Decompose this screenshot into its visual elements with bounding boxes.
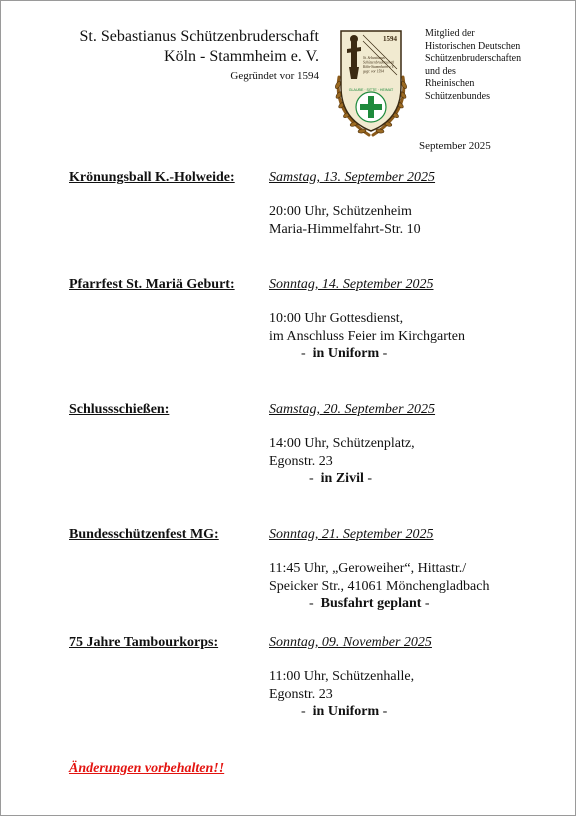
changes-reserved-note: Änderungen vorbehalten!! [69, 761, 225, 776]
event-details [269, 310, 465, 363]
membership-line: Historischen Deutschen [425, 40, 521, 52]
membership-line: Schützenbruderschaften [425, 53, 522, 64]
event-title: 75 Jahre Tambourkorps: [69, 635, 219, 650]
logo-inscription-line4: gegr. vor 1594 [363, 69, 384, 74]
event-date: Sonntag, 09. November 2025 [269, 635, 432, 650]
event-detail-line: 14:00 Uhr, Schützenplatz, [269, 436, 415, 451]
event-dress-note: - in Uniform - [301, 704, 388, 719]
event-details [269, 560, 489, 613]
event-dress-code: in Zivil [320, 471, 364, 486]
club-logo [333, 27, 409, 139]
event-dress-code: in Uniform [312, 346, 380, 361]
event-date: Samstag, 20. September 2025 [269, 402, 436, 417]
membership-line: Mitglied der [425, 28, 475, 39]
event-title: Krönungsball K.-Holweide: [69, 170, 235, 185]
event-title: Pfarrfest St. Mariä Geburt: [69, 277, 235, 292]
event-detail-line: 10:00 Uhr Gottesdienst, [269, 311, 404, 326]
event-details [269, 203, 421, 238]
event-detail-line: Maria-Himmelfahrt-Str. 10 [269, 221, 421, 237]
event-date: Sonntag, 21. September 2025 [269, 527, 434, 542]
event-title: Schlussschießen: [69, 402, 170, 417]
event-dress-note: - in Uniform - [301, 346, 388, 361]
event-title: Bundesschützenfest MG: [69, 527, 219, 542]
event-detail-line: im Anschluss Feier im Kirchgarten [269, 328, 465, 344]
event-dress-code: in Uniform [312, 704, 380, 719]
logo-inscription-line3: Köln-Stammheim e.V. [363, 65, 394, 69]
logo-inscription-line2: Schützenbruderschaft [363, 60, 395, 65]
event-detail-line: 20:00 Uhr, Schützenheim [269, 204, 412, 219]
event-transport: Busfahrt geplant [320, 596, 422, 611]
membership-line: Rheinischen [425, 78, 475, 89]
event-dress-note: - in Zivil - [309, 471, 373, 486]
event-detail-line: Egonstr. 23 [269, 686, 333, 702]
event-date: Sonntag, 14. September 2025 [269, 277, 434, 292]
logo-inscription-line1: St. Sebastianus [363, 56, 385, 60]
event-transport-note: - Busfahrt geplant - [309, 596, 430, 611]
event-details [269, 668, 414, 721]
logo-year: 1594 [383, 35, 397, 43]
letter-date: September 2025 [419, 140, 491, 152]
event-detail-line: Egonstr. 23 [269, 453, 333, 469]
logo-motto: GLAUBE · SITTE · HEIMAT [348, 88, 394, 92]
founded-text: Gegründet vor 1594 [230, 70, 319, 82]
membership-note [425, 28, 555, 103]
event-detail-line: 11:00 Uhr, Schützenhalle, [269, 669, 415, 684]
event-date: Samstag, 13. September 2025 [269, 170, 436, 185]
membership-line: Schützenbundes [425, 90, 490, 102]
event-details [269, 435, 415, 488]
club-logo-emblem [333, 27, 409, 139]
event-detail-line: Speicker Str., 41061 Mönchengladbach [269, 578, 490, 594]
club-header [41, 27, 319, 83]
club-name-line2: Köln - Stammheim e. V. [164, 48, 319, 65]
club-name-line1: St. Sebastianus Schützenbruderschaft [79, 28, 319, 45]
event-detail-line: 11:45 Uhr, „Geroweiher“, Hittastr./ [269, 561, 467, 576]
membership-line: und des [425, 65, 456, 77]
